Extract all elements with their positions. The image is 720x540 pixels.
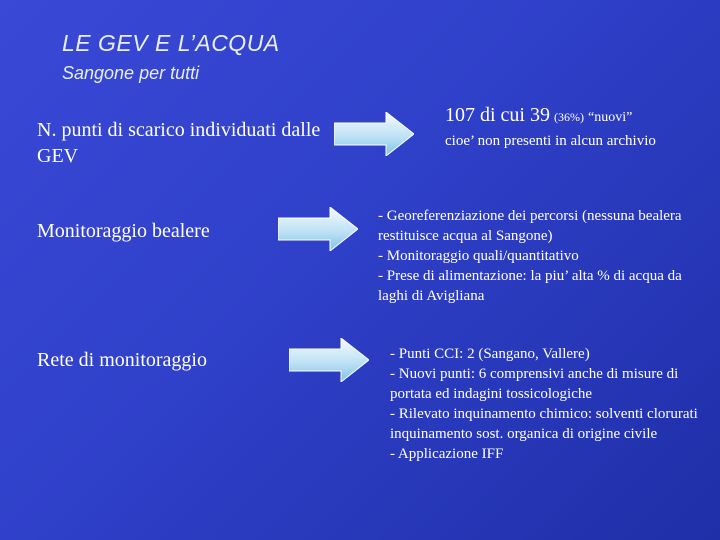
- row-label-bealere: Monitoraggio bealere: [37, 220, 210, 242]
- result-new-label: “nuovi”: [588, 110, 633, 125]
- result-block-scarico: [445, 102, 705, 151]
- right-arrow-icon: [278, 207, 358, 251]
- right-arrow-icon: [289, 338, 369, 382]
- row-label-rete: Rete di monitoraggio: [37, 349, 207, 371]
- result-detail: cioe’ non presenti in alcun archivio: [445, 133, 656, 149]
- details-rete: - Punti CCI: 2 (Sangano, Vallere) - Nuovi punti: 6 comprensivi anche di misure di portata ed indagini tossicologiche - Rilevato inquinamento chimico: solventi clorurati inquinamento sost. organica di origine civile - Applicazione IFF: [390, 346, 698, 462]
- right-arrow-icon: [334, 112, 414, 156]
- row-label-scarico: N. punti di scarico individuati dalle GEV: [37, 119, 321, 167]
- result-headline: 107 di cui 39: [445, 104, 550, 126]
- details-bealere: - Georeferenziazione dei percorsi (nessuna bealera restituisce acqua al Sangone) - Monitoraggio quali/quantitativo - Prese di alimentazione: la piu’ alta % di acqua da laghi di Avigliana: [378, 208, 682, 304]
- slide-title: LE GEV E L’ACQUA: [62, 30, 280, 56]
- slide-subtitle: Sangone per tutti: [62, 63, 200, 83]
- title-block: [62, 30, 280, 84]
- result-percentage: (36%): [554, 110, 584, 124]
